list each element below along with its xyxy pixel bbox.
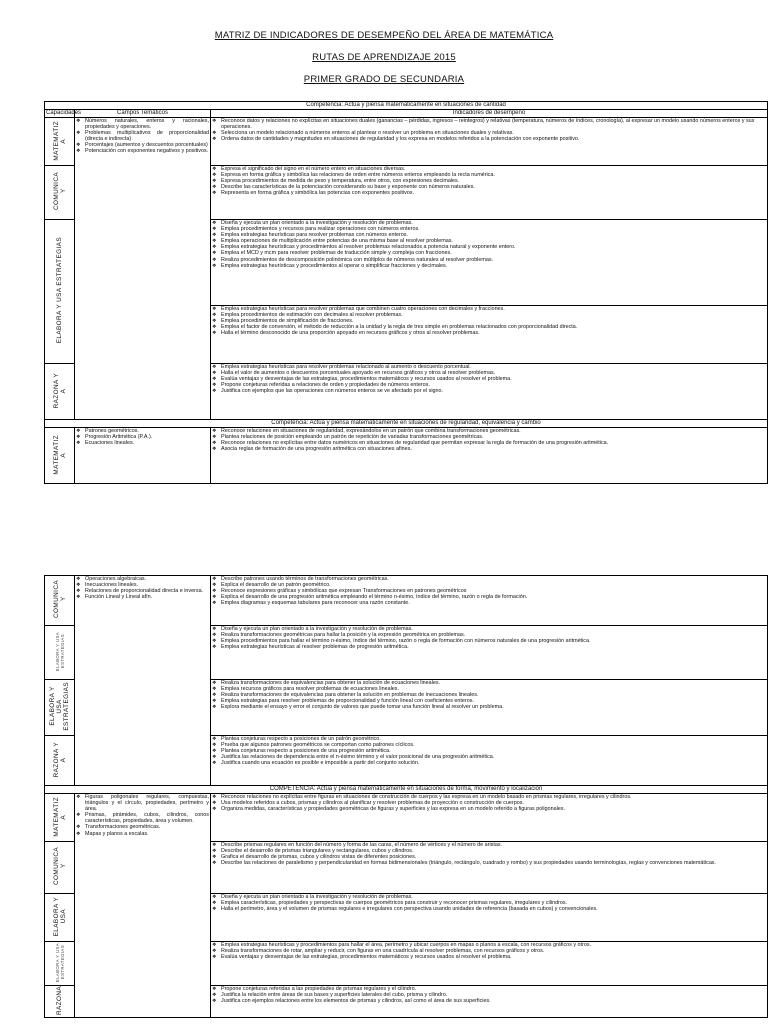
list-item: ❖ Justifica la relación entre áreas de sus bases y superficies laterales del cubo, prisma y cilindro. (212, 992, 766, 998)
indicators-comunica-2 (211, 576, 768, 626)
capacity-razona: RAZONA Y A (45, 364, 75, 420)
topics-cell-2 (75, 428, 211, 484)
capacity-elabora-3: ELABORA Y USA (45, 894, 75, 942)
list-item: ❖ Organiza medidas, características y propiedades geométricas de figuras y superficies y las expresa en un modelo referido a figuras poligonales. (212, 806, 766, 812)
document-title: MATRIZ DE INDICADORES DE DESEMPEÑO DEL ÁREA DE MATEMÁTICA (214, 30, 554, 41)
list-item: ❖ Emplea estrategias para resolver problemas de proporcionalidad y función lineal con coeficientes enteros. (212, 698, 766, 704)
topics-cell-3-list (76, 576, 209, 600)
list-item: ❖ Describe las relaciones de paralelismo y perpendicularidad en formas bidimensionales (triángulo, rectángulo, cuadrado y rombo) y sus propiedades usando terminologías, reglas y convenciones matemáticas. (212, 860, 766, 866)
topics-cell-4 (75, 794, 211, 1018)
list-item: ❖ Describe el desarrollo de prismas triangulares y rectangulares, cubos y cilindros. (212, 848, 766, 854)
list-item: ❖ Asocia reglas de formación de una progresión aritmética con situaciones afines. (212, 446, 766, 452)
list-item: ❖ Emplea estrategias heurísticas y procedimientos al resolver problemas relacionados a potencia natural y exponente entero. (212, 244, 766, 250)
indicators-elabora-b (211, 306, 768, 364)
capacity-comunica-2: COMUNICA Y (45, 576, 75, 626)
list-item: ❖ Diseña y ejecuta un plan orientado a la investigación y resolución de problemas. (212, 626, 766, 632)
list-item: ❖ Problemas multiplicativos de proporcionalidad (directa e indirecta) (76, 130, 209, 142)
list-item: ❖ Transformaciones geométricas. (76, 824, 209, 830)
list-item: ❖ Números naturales, enteros y racionales, propiedades y operaciones. (76, 118, 209, 130)
list-item: ❖ Porcentajes (aumentos y descuentos porcentuales) (76, 142, 209, 148)
topics-cell-list (76, 118, 209, 155)
list-item: ❖ Realiza transformaciones geométricas para hallar la posición y la expresión geométrica en problemas. (212, 632, 766, 638)
list-item: ❖ Explora mediante el ensayo y error el conjunto de valores que puede tomar una función lineal al resolver un problema. (212, 704, 766, 710)
list-item: ❖ Emplea procedimientos y recursos para realizar operaciones con números enteros. (212, 226, 766, 232)
list-item: ❖ Progresión Aritmética (P.A.). (76, 434, 209, 440)
list-item: ❖ Evalúa ventajas y desventajas de las estrategias, procedimientos matemáticos y recursos usados al resolver el problema. (212, 954, 766, 960)
indicators-matematiza-2-list (212, 428, 766, 452)
list-item: ❖ Halla el término desconocido de una proporción apoyado en recursos gráficos y otros al resolver problemas. (212, 330, 766, 336)
list-item: ❖ Función Lineal y Lineal afín. (76, 594, 209, 600)
list-item: ❖ Realiza procedimientos de descomposición polinómica con múltiplos de números naturales al resolver problemas. (212, 257, 766, 263)
list-item: ❖ Reconoce relaciones no explícitas entre datos numéricos en situaciones de regularidad que permitan expresar la regla de formación de una progresión aritmética. (212, 440, 766, 446)
document-header (0, 30, 768, 96)
indicators-comunica-3 (211, 842, 768, 894)
indicators-matematiza (211, 118, 768, 166)
column-header-topics: Campos Temáticos (75, 110, 211, 118)
indicators-elabora-a (211, 220, 768, 306)
indicators-elabora-2b-list (212, 680, 766, 710)
indicators-elabora-a-list (212, 220, 766, 269)
list-item: ❖ Selecciona un modelo relacionado a números enteros al plantear o resolver un problema en situaciones duales y relativas. (212, 130, 766, 136)
capacity-elabora-3-small: ELABORA Y USA ESTRATEGIAS (45, 942, 75, 986)
indicators-comunica-3-list (212, 842, 766, 866)
list-item: ❖ Plantea relaciones de posición empleando un patrón de repetición de variadas transformaciones geométricas. (212, 434, 766, 440)
document-subtitle: RUTAS DE APRENDIZAJE 2015 (312, 52, 456, 63)
indicators-elabora-3a-list (212, 894, 766, 912)
indicators-elabora-2b (211, 680, 768, 736)
list-item: ❖ Potenciación con exponentes negativos y positivos. (76, 148, 209, 154)
list-item: ❖ Explica el desarrollo de una progresión aritmética empleando el término n-ésimo, índice del término, razón o regla de formación. (212, 594, 766, 600)
list-item: ❖ Halla el perímetro, área y el volumen de prismas regulares e irregulares con perspectiva usando unidades de referencia (basada en cubos) y convencionales. (212, 906, 766, 912)
competency-header-2: Competencia: Actúa y piensa matemáticamente en situaciones de regularidad, equivalencia y cambio (45, 420, 768, 428)
list-item: ❖ Realiza transformaciones de equivalencias para obtener la solución en problemas de inecuaciones lineales. (212, 692, 766, 698)
list-item: ❖ Emplea estrategias heurísticas para resolver problemas con números enteros. (212, 232, 766, 238)
topics-cell-3 (75, 576, 211, 786)
list-item: ❖ Grafica el desarrollo de prismas, cubos y cilindros vistas de diferentes posiciones. (212, 854, 766, 860)
capacity-comunica: COMUNICA Y (45, 166, 75, 220)
indicators-razona (211, 364, 768, 420)
competency-header: Competencia: Actúa y piensa matemáticamente en situaciones de cantidad (45, 102, 768, 110)
capacity-elabora: ELABORA Y USA ESTRATEGIAS (45, 220, 75, 364)
indicators-comunica (211, 166, 768, 220)
list-item: ❖ Emplea estrategias heurísticas y procedimientos para hallar el área, perímetro y ubicar cuerpos en mapas o planos a escala, con recursos gráficos y otros. (212, 942, 766, 948)
list-item: ❖ Diseña y ejecuta un plan orientado a la investigación y resolución de problemas. (212, 220, 766, 226)
list-item: ❖ Figuras poligonales regulares, compuestas, triángulos y el círculo, propiedades, perímetro y área. (76, 794, 209, 812)
capacity-matematiza-2: MATEMATIZ A (45, 428, 75, 484)
capacity-razona-3: RAZONA (45, 986, 75, 1018)
list-item: ❖ Usa modelos referidos a cubos, prismas y cilindros al planificar y resolver problemas de proyección o construcción de cuerpos. (212, 800, 766, 806)
list-item: ❖ Expresa en forma gráfica y simbólica las relaciones de orden entre números enteros empleando la recta numérica. (212, 172, 766, 178)
list-item: ❖ Mapas y planos a escalas. (76, 831, 209, 837)
indicators-razona-2-list (212, 736, 766, 766)
list-item: ❖ Patrones geométricos. (76, 428, 209, 434)
competency-header-3: COMPETENCIA: Actúa y piensa matemáticamente en situaciones de forma, movimiento y localización (45, 786, 768, 794)
list-item: ❖ Realiza transformaciones de equivalencias para obtener la solución de ecuaciones lineales. (212, 680, 766, 686)
indicators-matematiza-3 (211, 794, 768, 842)
list-item: ❖ Prismas, pirámides, cubos, cilindros, conos características, propiedades, área y volumen. (76, 812, 209, 824)
capacity-elabora-2: ELABORA Y USA ESTRATEGIAS (45, 680, 75, 736)
indicators-razona-3 (211, 986, 768, 1018)
list-item: ❖ Emplea características, propiedades y perspectivas de cuerpos geométricos para construir y reconocer prismas regulares, irregulares y cilindros. (212, 900, 766, 906)
list-item: ❖ Emplea operaciones de multiplicación entre potencias de una misma base al resolver problemas. (212, 238, 766, 244)
list-item: ❖ Evalúa ventajas y desventajas de las estrategias, procedimientos matemáticos y recursos usados al resolver el problema. (212, 376, 766, 382)
indicators-matematiza-3-list (212, 794, 766, 812)
list-item: ❖ Emplea estrategias heurísticas para resolver problemas que combinen cuatro operaciones con decimales y fracciones. (212, 306, 766, 312)
list-item: ❖ Emplea diagramas y esquemas tabulares para reconocer una razón constante. (212, 600, 766, 606)
list-item: ❖ Emplea el factor de conversión, el método de reducción a la unidad y la regla de tres simple en problemas relacionados con proporcionalidad directa. (212, 324, 766, 330)
indicators-elabora-2a (211, 626, 768, 680)
list-item: ❖ Justifica cuando una ecuación es posible e imposible a partir del conjunto solución. (212, 760, 766, 766)
list-item: ❖ Emplea procedimientos para hallar el término n-ésimo, índice del término, razón o regla de formación con números naturales de una progresión aritmética. (212, 638, 766, 644)
capacity-matematiza-3: MATEMATIZ A (45, 794, 75, 842)
document-grade: PRIMER GRADO DE SECUNDARIA (303, 74, 465, 85)
indicators-comunica-list (212, 166, 766, 196)
topics-cell-4-list (76, 794, 209, 837)
list-item: ❖ Expresa procedimientos de medida de peso y temperatura, entre otros, con expresiones decimales. (212, 178, 766, 184)
indicators-razona-3-list (212, 986, 766, 1004)
column-header-capacities: Capacidades (46, 110, 82, 116)
indicators-matematiza-2 (211, 428, 768, 484)
list-item: ❖ Propone conjeturas referidas a relaciones de orden y propiedades de números enteros. (212, 382, 766, 388)
capacity-matematiza: MATEMATIZ A (45, 118, 75, 166)
list-item: ❖ Propone conjeturas referidas a las propiedades de prismas regulares y el cilindro. (212, 986, 766, 992)
list-item: ❖ Justifica con ejemplos relaciones entre los elementos de prismas y cilindros, así como el área de sus superficies. (212, 998, 766, 1004)
topics-cell (75, 118, 211, 420)
indicators-elabora-2a-list (212, 626, 766, 650)
list-item: ❖ Emplea estrategias heurísticas y procedimientos al operar o simplificar fracciones y decimales. (212, 263, 766, 269)
list-item: ❖ Reconoce datos y relaciones no explícitas en situaciones duales (ganancias – pérdidas, ingresos – reintegros) y relativas (temperatura, números de índices, cronología), al expresar un modelo usando números enteros y sus operaciones. (212, 118, 766, 130)
list-item: ❖ Emplea procedimientos de simplificación de fracciones. (212, 318, 766, 324)
indicators-elabora-3b (211, 942, 768, 986)
column-header-indicators: Indicadores de desempeño (211, 110, 768, 118)
capacity-comunica-3: COMUNICA Y (45, 842, 75, 894)
list-item: ❖ Emplea estrategias heurísticas para resolver problemas relacionado al aumento o descuento porcentual. (212, 364, 766, 370)
indicators-elabora-3a (211, 894, 768, 942)
indicators-elabora-3b-list (212, 942, 766, 960)
list-item: ❖ Halla el valor de aumentos o descuentos porcentuales apoyado en recursos gráficos y otros al resolver problemas. (212, 370, 766, 376)
list-item: ❖ Describe las características de la potenciación considerando su base y exponente con números naturales. (212, 184, 766, 190)
indicators-elabora-b-list (212, 306, 766, 336)
list-item: ❖ Reconoce relaciones en situaciones de regularidad, expresándolos en un patrón que combina transformaciones geométricas. (212, 428, 766, 434)
indicators-razona-list (212, 364, 766, 394)
list-item: ❖ Emplea procedimientos de estimación con decimales al resolver problemas. (212, 312, 766, 318)
capacity-elabora-small: ELABORA Y USA ESTRATEGIAS (45, 626, 75, 680)
list-item: ❖ Operaciones algebraicas. (76, 576, 209, 582)
topics-cell-2-list (76, 428, 209, 446)
indicator-table-2 (44, 575, 768, 1018)
list-item: ❖ Describe patrones usando términos de transformaciones geométricas. (212, 576, 766, 582)
list-item: ❖ Realiza transformaciones de rotar, ampliar y reducir, con figuras en una cuadrícula al resolver problemas, con recursos gráficos y otros. (212, 948, 766, 954)
list-item: ❖ Relaciones de proporcionalidad directa e inversa. (76, 588, 209, 594)
list-item: ❖ Emplea el MCD y mcm para resolver problemas de traducción simple y compleja con fracciones. (212, 250, 766, 256)
indicator-table-1 (44, 101, 768, 484)
list-item: ❖ Expresa el significado del signo en el número entero en situaciones diversas. (212, 166, 766, 172)
list-item: ❖ Justifica las relaciones de dependencia entre el n-ésimo término y el valor posicional de una progresión aritmética. (212, 754, 766, 760)
list-item: ❖ Inecuaciones lineales. (76, 582, 209, 588)
capacity-razona-2: RAZONA Y A (45, 736, 75, 786)
list-item: ❖ Plantea conjeturas respecto a posiciones de una progresión aritmética. (212, 748, 766, 754)
list-item: ❖ Prueba que algunos patrones geométricos se comportan como patrones cíclicos. (212, 742, 766, 748)
list-item: ❖ Representa en forma gráfica y simbólica las potencias con exponentes positivos. (212, 190, 766, 196)
list-item: ❖ Reconoce relaciones no explícitas entre figuras en situaciones de construcción de cuerpos y las expresa en un modelo basado en prismas regulares, irregulares y cilindros. (212, 794, 766, 800)
list-item: ❖ Ordena datos de cantidades y magnitudes en situaciones de regularidad y los expresa en modelos referidos a la potenciación con exponente positivo. (212, 136, 766, 142)
list-item: ❖ Reconoce expresiones gráficas y simbólicas que expresan Transformaciones en patrones geométricos (212, 588, 766, 594)
indicators-matematiza-list (212, 118, 766, 142)
list-item: ❖ Emplea estrategias heurísticas al resolver problemas de progresión aritmética. (212, 644, 766, 650)
list-item: ❖ Emplea recursos gráficos para resolver problemas de ecuaciones lineales. (212, 686, 766, 692)
list-item: ❖ Plantea conjeturas respecto a posiciones de un patrón geométrico. (212, 736, 766, 742)
list-item: ❖ Diseña y ejecuta un plan orientado a la investigación y resolución de problemas. (212, 894, 766, 900)
indicators-comunica-2-list (212, 576, 766, 606)
indicators-razona-2 (211, 736, 768, 786)
list-item: ❖ Justifica con ejemplos que las operaciones con números enteros se ve afectado por el signo. (212, 388, 766, 394)
list-item: ❖ Describe prismas regulares en función del número y forma de las caras, el número de vértices y el número de aristas. (212, 842, 766, 848)
list-item: ❖ Ecuaciones lineales. (76, 440, 209, 446)
list-item: ❖ Explica el desarrollo de un patrón geométrico. (212, 582, 766, 588)
